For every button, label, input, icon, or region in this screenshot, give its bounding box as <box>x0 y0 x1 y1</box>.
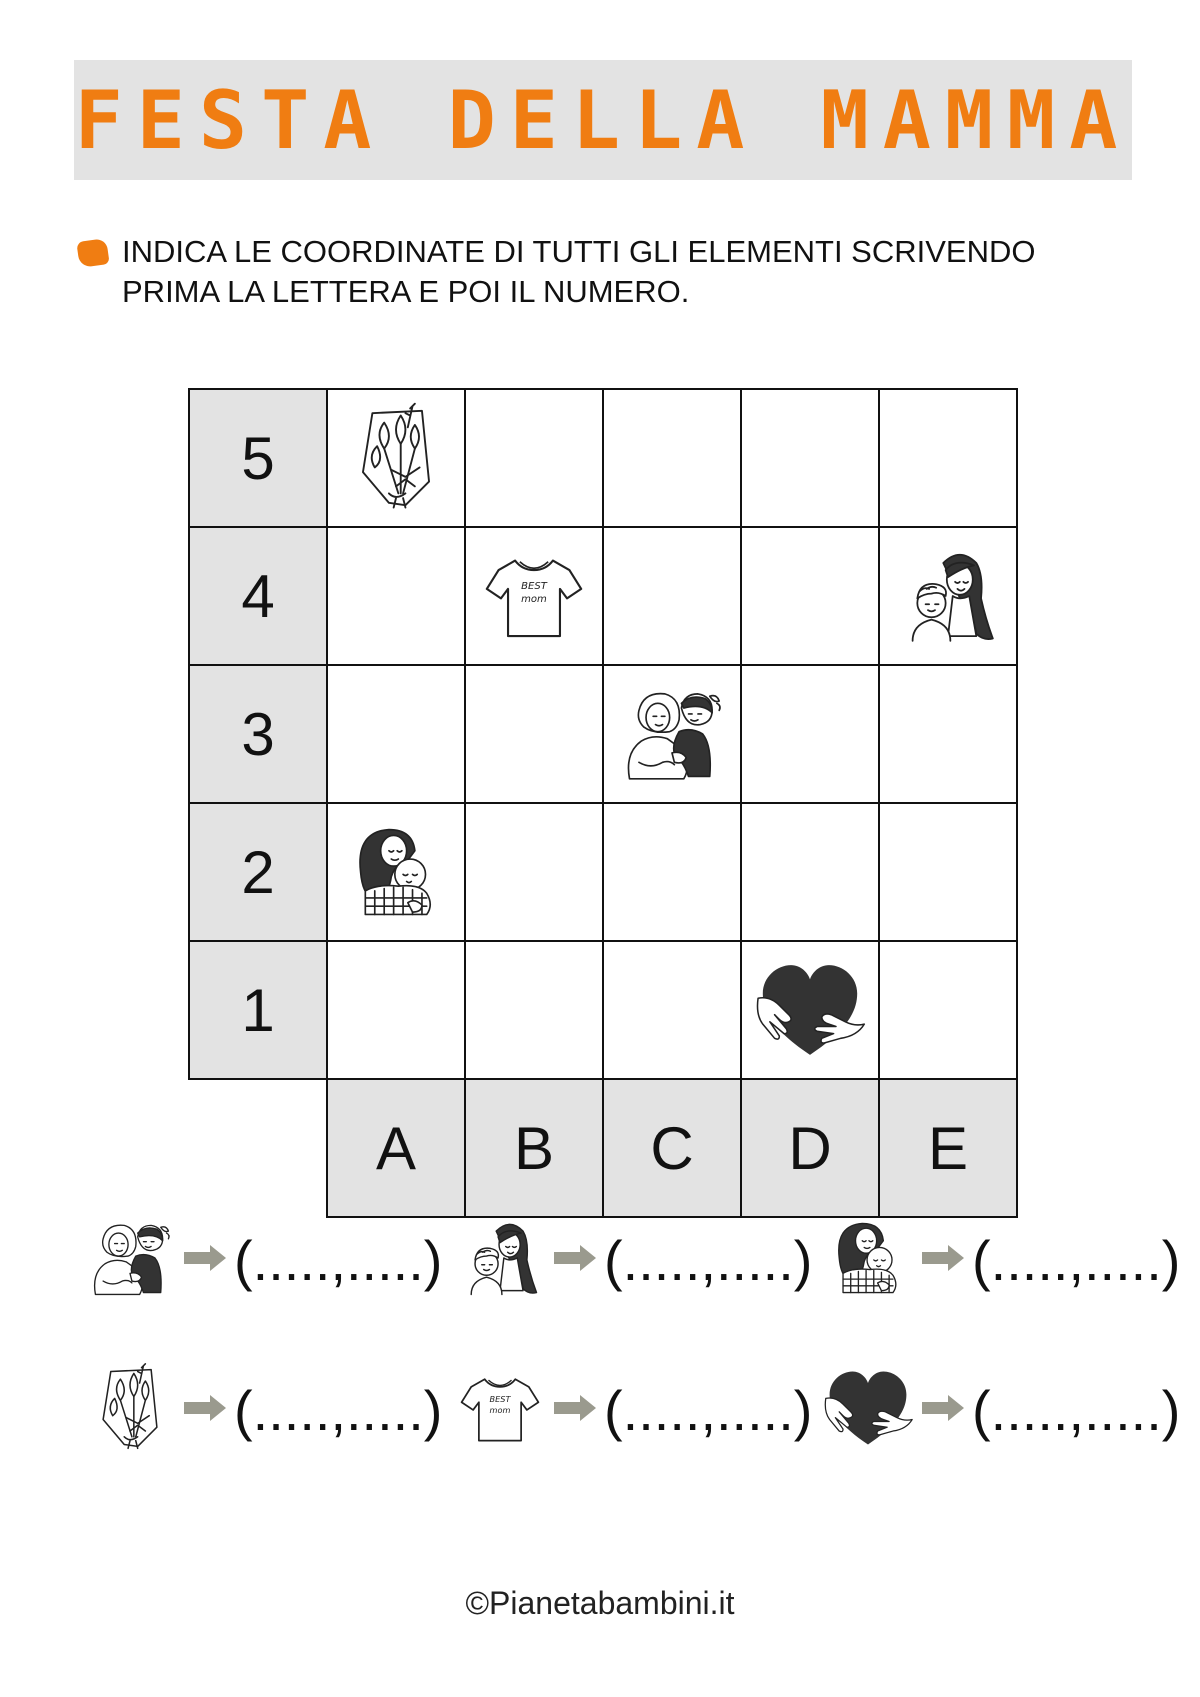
mother-and-daughter-icon <box>613 675 731 793</box>
row-label-5: 5 <box>188 388 328 528</box>
cell-c3 <box>602 664 742 804</box>
cell-a5 <box>326 388 466 528</box>
cell-b4 <box>464 526 604 666</box>
answer-blank[interactable]: (.....,.....) <box>604 1228 813 1292</box>
answer-item <box>452 1205 812 1315</box>
answer-blank[interactable]: (.....,.....) <box>972 1378 1181 1442</box>
cell-d2 <box>740 802 880 942</box>
cell-a2 <box>326 802 466 942</box>
arrow-right-icon <box>920 1243 966 1273</box>
mother-and-daughter-icon <box>82 1210 178 1306</box>
arrow-right-icon <box>182 1393 228 1423</box>
cell-b3 <box>464 664 604 804</box>
bouquet-icon <box>337 399 455 517</box>
instruction-line-2: PRIMA LA LETTERA E POI IL NUMERO. <box>122 274 690 309</box>
mother-and-son-icon <box>889 537 1007 655</box>
best-mom-tshirt-icon <box>452 1360 548 1456</box>
cell-a4 <box>326 526 466 666</box>
cell-e3 <box>878 664 1018 804</box>
tshirt-text-top: BEST <box>489 1393 511 1404</box>
bouquet-icon <box>82 1360 178 1456</box>
row-label-2: 2 <box>188 802 328 942</box>
arrow-right-icon <box>552 1393 598 1423</box>
cell-a1 <box>326 940 466 1080</box>
row-label-1: 1 <box>188 940 328 1080</box>
answer-blank[interactable]: (.....,.....) <box>234 1378 443 1442</box>
cell-c2 <box>602 802 742 942</box>
cell-c4 <box>602 526 742 666</box>
cell-d1 <box>740 940 880 1080</box>
cell-c1 <box>602 940 742 1080</box>
column-label-a: A <box>326 1078 466 1218</box>
column-label-e: E <box>878 1078 1018 1218</box>
cell-e2 <box>878 802 1018 942</box>
tshirt-text-bottom: mom <box>489 1404 511 1415</box>
heart-hands-icon <box>820 1360 916 1456</box>
instruction-line-1: INDICA LE COORDINATE DI TUTTI GLI ELEMENTI SCRIVENDO <box>122 234 1036 269</box>
answer-blank[interactable]: (.....,.....) <box>604 1378 813 1442</box>
column-label-c: C <box>602 1078 742 1218</box>
arrow-right-icon <box>552 1243 598 1273</box>
best-mom-tshirt-icon <box>475 537 593 655</box>
cell-c5 <box>602 388 742 528</box>
mother-and-baby-icon <box>337 813 455 931</box>
answer-blank[interactable]: (.....,.....) <box>972 1228 1181 1292</box>
cell-d3 <box>740 664 880 804</box>
copyright-footer: ©Pianetabambini.it <box>465 1585 735 1621</box>
mother-and-son-icon <box>452 1210 548 1306</box>
title-banner <box>74 60 1132 180</box>
answer-item <box>82 1355 442 1465</box>
bullet-icon <box>76 238 109 268</box>
answer-item <box>82 1205 442 1315</box>
tshirt-text-bottom: mom <box>521 593 547 605</box>
tshirt-text-top: BEST <box>521 580 547 592</box>
instruction-text <box>122 232 1122 312</box>
page-title: FESTA DELLA MAMMA <box>74 73 1132 167</box>
cell-d4 <box>740 526 880 666</box>
cell-b2 <box>464 802 604 942</box>
mother-and-baby-icon <box>820 1210 916 1306</box>
cell-e1 <box>878 940 1018 1080</box>
column-label-d: D <box>740 1078 880 1218</box>
answer-blank[interactable]: (.....,.....) <box>234 1228 443 1292</box>
answer-item <box>820 1205 1180 1315</box>
grid-corner <box>188 1078 328 1218</box>
row-label-4: 4 <box>188 526 328 666</box>
coordinate-grid <box>189 389 1017 1217</box>
heart-hands-icon <box>751 951 869 1069</box>
answer-item <box>820 1355 1180 1465</box>
cell-e4 <box>878 526 1018 666</box>
cell-a3 <box>326 664 466 804</box>
column-label-b: B <box>464 1078 604 1218</box>
cell-b5 <box>464 388 604 528</box>
cell-e5 <box>878 388 1018 528</box>
answer-item <box>452 1355 812 1465</box>
cell-b1 <box>464 940 604 1080</box>
arrow-right-icon <box>920 1393 966 1423</box>
cell-d5 <box>740 388 880 528</box>
row-label-3: 3 <box>188 664 328 804</box>
arrow-right-icon <box>182 1243 228 1273</box>
